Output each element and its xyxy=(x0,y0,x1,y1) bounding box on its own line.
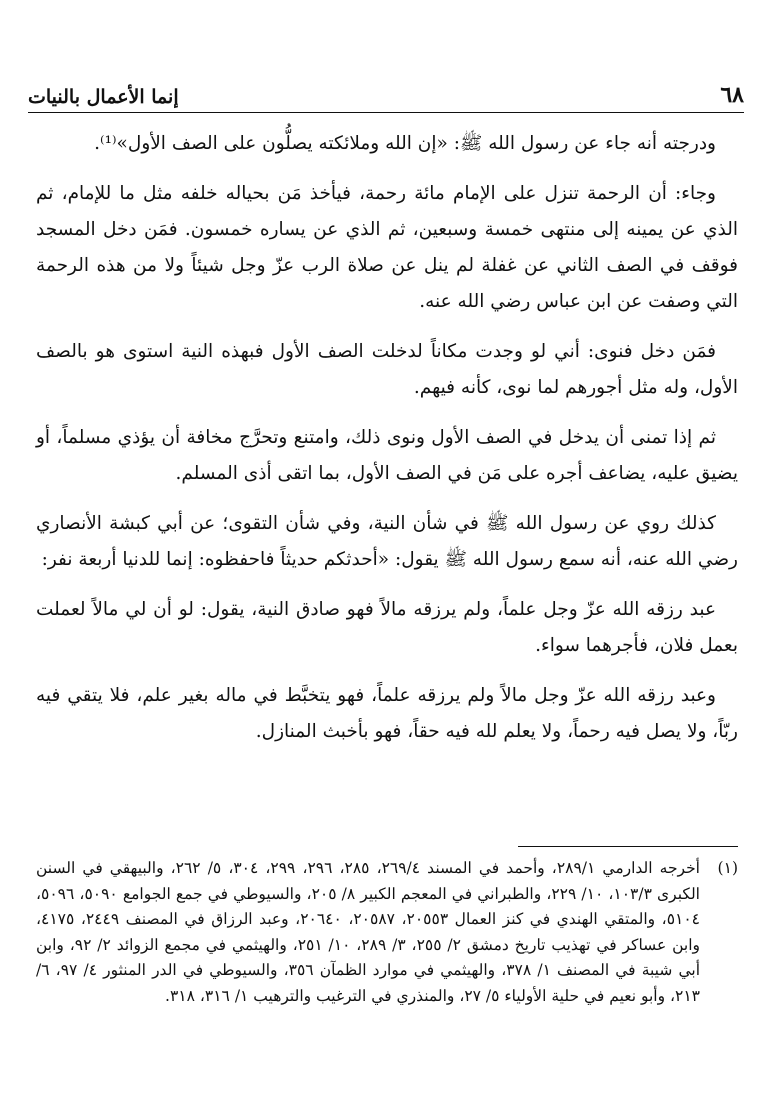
footnote xyxy=(36,856,738,1009)
footnote-divider xyxy=(518,846,738,847)
paragraph: كذلك روي عن رسول الله ﷺ في شأن النية، وفي شأن التقوى؛ عن أبي كبشة الأنصاري رضي الله عنه، أنه سمع رسول الله ﷺ يقول: «أحدثكم حديثاً فاحفظوه: إنما للدنيا أربعة نفر: xyxy=(36,513,738,570)
running-title: إنما الأعمال بالنيات xyxy=(28,86,179,108)
paragraph: فمَن دخل فنوى: أني لو وجدت مكاناً لدخلت الصف الأول فبهذه النية استوى هو بالصف الأول، وله مثل أجورهم لما نوى، كأنه فيهم. xyxy=(36,341,738,398)
paragraph: عبد رزقه الله عزّ وجل علماً، ولم يرزقه مالاً فهو صادق النية، يقول: لو أن لي مالاً لعملت بعمل فلان، فأجرهما سواء. xyxy=(36,599,738,656)
page-header xyxy=(28,78,744,113)
footnote-marker: (١) xyxy=(717,859,738,877)
paragraph: ودرجته أنه جاء عن رسول الله ﷺ: «إن الله وملائكته يصلُّون على الصف الأول»⁽¹⁾. xyxy=(94,133,716,154)
main-text xyxy=(36,126,738,750)
paragraph: ثم إذا تمنى أن يدخل في الصف الأول ونوى ذلك، وامتنع وتحرَّج مخافة أن يؤذي مسلماً، أو يضيق عليه، يضاعف أجره على مَن في الصف الأول، بما اتقى أذى المسلم. xyxy=(36,427,738,484)
page-number: ٦٨ xyxy=(720,82,744,108)
paragraph: وجاء: أن الرحمة تنزل على الإمام مائة رحمة، فيأخذ مَن بحياله خلفه مثل ما للإمام، ثم الذي عن يمينه إلى منتهى خمسة وسبعين، ثم الذي عن يساره خمسون. فمَن دخل المسجد فوقف في الصف الثاني عن غفلة لم ينل عن صلاة الرب عزّ وجل شيئاً ولا من هذه الرحمة التي وصفت عن ابن عباس رضي الله عنه. xyxy=(36,183,738,312)
footnote-text: أخرجه الدارمي ٢٨٩/١، وأحمد في المسند ٢٦٩/٤، ٢٨٥، ٢٩٦، ٢٩٩، ٣٠٤، ٥/ ٢٦٢، والبيهقي في السنن الكبرى ١٠٣/٣، ١٠/ ٢٢٩، والطبراني في المعجم الكبير ٨/ ٢٠٥، والسيوطي في جمع الجوامع ٥٠٩٠، ٥٠٩٦، ٥١٠٤، والمتقي الهندي في كنز العمال ٢٠٥٥٣، ٢٠٥٨٧، ٢٠٦٤٠، وعبد الرزاق في المصنف ٢٤٤٩، ٤١٧٥، وابن عساكر في تهذيب تاريخ دمشق ٢/ ٢٥٥، ٣/ ٢٨٩، ١٠/ ٢٥١، والهيثمي في مجمع الزوائد ٢/ ٩٢، وابن أبي شيبة في المصنف ١/ ٣٧٨، والهيثمي في موارد الظمآن ٣٥٦، والسيوطي في الدر المنثور ٤/ ٩٧، ٦/ ٢١٣، وأبو نعيم في حلية الأولياء ٥/ ٢٧، والمنذري في الترغيب والترهيب ١/ ٣١٦، ٣١٨. xyxy=(36,859,701,1005)
paragraph: وعبد رزقه الله عزّ وجل مالاً ولم يرزقه علماً، فهو يتخبَّط في ماله بغير علم، فلا يتقي فيه ربّاً، ولا يصل فيه رحماً، ولا يعلم لله فيه حقاً، فهو بأخبث المنازل. xyxy=(36,685,738,742)
